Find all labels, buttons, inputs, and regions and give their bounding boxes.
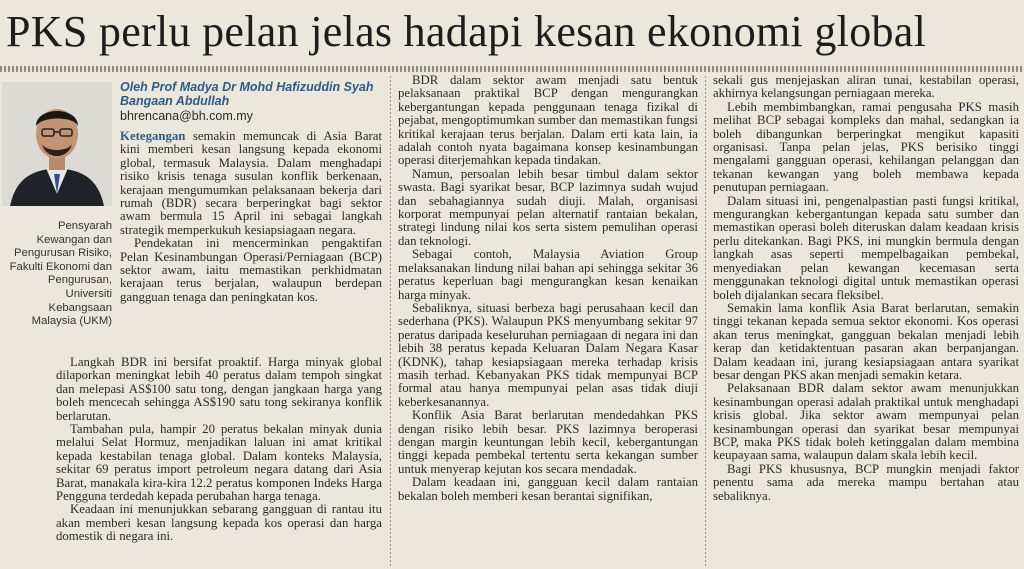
photo-caption: Pensyarah Kewangan dan Pengurusan Risiko, Fakulti Ekonomi dan Pengurusan, Universiti Kebangsaan Malaysia (UKM)	[9, 220, 112, 328]
paragraph: BDR dalam sektor awam menjadi satu bentuk pelaksanaan praktikal BCP dengan mengurangkan kebergantungan kepada penggunaan tenaga fizikal di pejabat, mengoptimumkan sumber dan memastikan fungsi kritikal kerajaan terus berjalan. Dalam erti kata lain, ia adalah contoh nyata bagaimana konsep kesinambungan operasi diterjemahkan kepada tindakan.	[398, 74, 698, 168]
paragraph: Namun, persoalan lebih besar timbul dalam sektor swasta. Bagi syarikat besar, BCP lazimnya sudah wujud dan sebahagiannya sudah diuji. Malah, organisasi korporat mempunyai pelan alternatif rantaian bekalan, strategi lindung nilai kos serta sistem pemulihan operasi dan teknologi.	[398, 166, 698, 248]
author-byline: Oleh Prof Madya Dr Mohd Hafizuddin Syah Bangaan Abdullah	[120, 80, 374, 108]
headline-rule	[0, 66, 1024, 72]
author-portrait	[2, 82, 112, 206]
paragraph: Pendekatan ini mencerminkan pengaktifan Pelan Kesinambungan Operasi/Perniagaan (BCP) sektor awam, iaitu memastikan perkhidmatan kerajaan terus berjalan, walaupun berdepan gangguan tenaga dan peningkatan kos.	[120, 236, 382, 304]
paragraph: Tambahan pula, hampir 20 peratus bekalan minyak dunia melalui Selat Hormuz, menjadikan laluan ini amat kritikal kepada kestabilan tenaga global. Dalam konteks Malaysia, sekitar 69 peratus import petroleum negara datang dari Asia Barat, manakala kira-kira 12.2 peratus komponen Indeks Harga Pengguna terdedah kepada perubahan harga tenaga.	[56, 422, 382, 504]
paragraph-text: semakin memuncak di Asia Barat kini memberi kesan langsung kepada ekonomi global, termasuk Malaysia. Dalam menghadapi risiko krisis tenaga susulan konflik berkenaan, kerajaan mengumumkan pelaksanaan bekerja dari rumah (BDR) secara berperingkat bagi sektor awam bermula 15 April ini sebagai langkah strategik memperkukuh kesiapsiagaan negara.	[120, 130, 382, 237]
column-3	[713, 74, 1019, 566]
column-1-upper	[120, 130, 382, 358]
paragraph: Dalam keadaan ini, gangguan kecil dalam rantaian bekalan boleh memberi kesan berantai signifikan,	[398, 475, 698, 503]
paragraph: Sebagai contoh, Malaysia Aviation Group melaksanakan lindung nilai bahan api sehingga sekitar 36 peratus keperluan bagi mengurangkan kesan kenaikan harga minyak.	[398, 247, 698, 302]
paragraph: Semakin lama konflik Asia Barat berlarutan, semakin tinggi tekanan kepada semua sektor ekonomi. Kos operasi akan terus meningkat, gangguan bekalan menjadi lebih kerap dan ketidaktentuan pasaran akan berpanjangan. Dalam keadaan ini, jurang kesiapsiagaan antara syarikat besar dengan PKS akan menjadi semakin ketara.	[713, 300, 1019, 382]
lead-word: Ketegangan	[120, 130, 186, 143]
column-1-lower	[56, 356, 382, 566]
headline: PKS perlu pelan jelas hadapi kesan ekonomi global	[6, 7, 927, 56]
author-email: bhrencana@bh.com.my	[120, 109, 253, 123]
paragraph: Konflik Asia Barat berlarutan mendedahkan PKS dengan risiko lebih besar. PKS lazimnya beroperasi dengan margin keuntungan lebih kecil, kebergantungan tinggi kepada pembekal tertentu serta kekangan sumber untuk menyerap kejutan kos secara mendadak.	[398, 408, 698, 476]
paragraph: Lebih membimbangkan, ramai pengusaha PKS masih melihat BCP sebagai kompleks dan mahal, sedangkan ia boleh dibangunkan berperingkat mengikut kapasiti organisasi. Tanpa pelan jelas, PKS berisiko tinggi mengalami gangguan operasi, kehilangan pelanggan dan tekanan kewangan yang boleh membawa kepada penutupan perniagaan.	[713, 99, 1019, 195]
paragraph: Pelaksanaan BDR dalam sektor awam menunjukkan kesinambungan operasi adalah praktikal untuk menghadapi krisis global. Jika sektor awam mempunyai pelan kesinambungan operasi dan syarikat besar mempunyai BCP, maka PKS tidak boleh ketinggalan dalam membina keupayaan sama, walaupun dalam skala lebih kecil.	[713, 381, 1019, 463]
column-2	[398, 74, 698, 566]
paragraph	[120, 130, 382, 237]
paragraph: Keadaan ini menunjukkan sebarang gangguan di rantau itu akan memberi kesan langsung kepada kos operasi dan harga domestik di negara ini.	[56, 502, 382, 544]
paragraph: Dalam situasi ini, pengenalpastian pasti fungsi kritikal, mengurangkan kebergantungan kepada satu sumber dan memastikan operasi boleh diteruskan dalam keadaan krisis perlu ditekankan. Bagi PKS, ini mungkin bermula dengan langkah asas seperti mempelbagaikan pembekal, menyediakan pelan kewangan kecemasan serta menggunakan teknologi digital untuk memastikan operasi boleh dijalankan secara fleksibel.	[713, 193, 1019, 302]
paragraph: Langkah BDR ini bersifat proaktif. Harga minyak global dilaporkan meningkat lebih 40 peratus dalam tempoh singkat dan melepasi AS$100 satu tong, dengan jangkaan harga yang boleh mencecah sehingga AS$190 satu tong sekiranya konflik berlarutan.	[56, 356, 382, 423]
paragraph: Bagi PKS khususnya, BCP mungkin menjadi faktor penentu sama ada mereka mampu bertahan atau sebaliknya.	[713, 461, 1019, 503]
column-separator	[705, 76, 706, 566]
author-photo	[2, 82, 112, 206]
paragraph: sekali gus menjejaskan aliran tunai, kestabilan operasi, akhirnya kelangsungan perniagaan mereka.	[713, 74, 1019, 101]
paragraph: Sebaliknya, situasi berbeza bagi perusahaan kecil dan sederhana (PKS). Walaupun PKS menyumbang sekitar 97 peratus daripada keseluruhan perniagaan di negara ini dan lebih 38 peratus kepada Keluaran Dalam Negara Kasar (KDNK), tahap kesiapsiagaan mereka terhadap krisis masih terhad. Kebanyakan PKS tidak mempunyai BCP formal atau hanya mempunyai pelan asas tidak diuji keberkesanannya.	[398, 300, 698, 409]
column-separator	[390, 76, 391, 566]
